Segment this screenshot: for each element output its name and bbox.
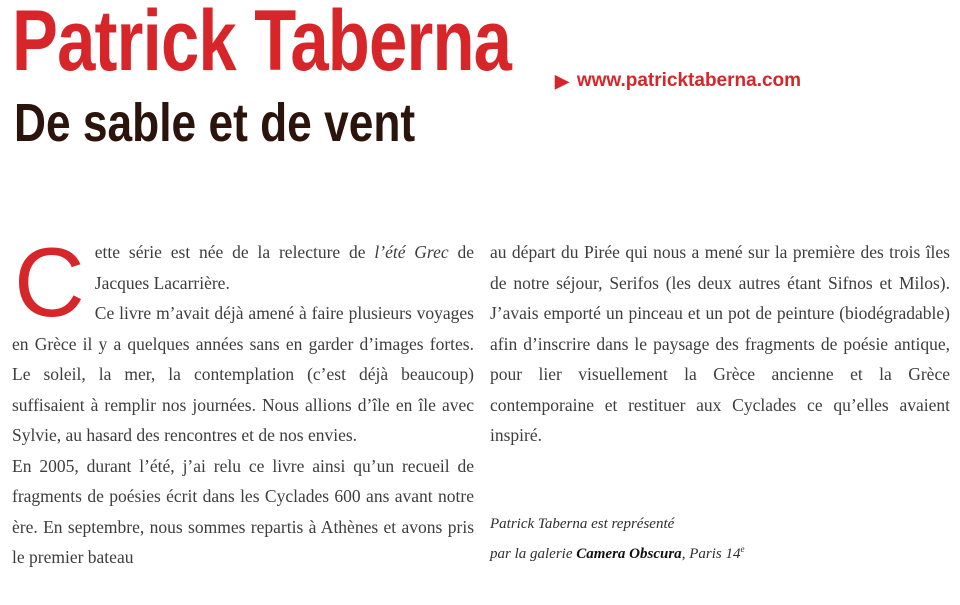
website-url: www.patricktaberna.com [576, 70, 802, 91]
website-link[interactable] [555, 70, 801, 92]
credit-location: , Paris 14 [681, 546, 741, 562]
paragraph-intro [12, 227, 474, 337]
gallery-name: Camera Obscura [576, 546, 682, 562]
intro-text: ette série est née de la relecture de [94, 242, 375, 262]
intro-tail: de Jacques Lacarrière. [94, 242, 474, 293]
paragraph-3: En 2005, durant l’été, j’ai relu ce livre ainsi qu’un recueil de fragments de poésies écrit dans les Cyclades 600 ans avant notre ère. En septembre, nous sommes repartis à Athènes et avons pris le premier bateau [12, 455, 474, 567]
text-column-left [12, 227, 474, 573]
credit-line-2 [490, 537, 744, 567]
page-subtitle: De sable et de vent [14, 93, 416, 153]
credit-sup: e [740, 544, 745, 554]
drop-cap: C [14, 227, 85, 337]
triangle-right-icon: ▶ [555, 71, 569, 91]
paragraph-4: au départ du Pirée qui nous a mené sur la première des trois îles de notre séjour, Serifos (les deux autres étant Sifnos et Milos). J’avais emporté un pinceau et un pot de peinture (biodégradable) afin d’inscrire dans le paysage des fragments de poésie antique, pour lier visuellement la Grèce ancienne et la Grèce contemporaine et restituer aux Cyclades ce qu’elles avaient inspiré. [490, 242, 950, 445]
gallery-credit [490, 512, 744, 567]
paragraph-2: Ce livre m’avait déjà amené à faire plusieurs voyages en Grèce il y a quelques années sans en garder d’images fortes. Le soleil, la mer, la contemplation (c’est déjà beaucoup) suffisaient à remplir nos journées. Nous allions d’île en île avec Sylvie, au hasard des rencontres et de nos envies. [12, 303, 474, 445]
credit-line-1: Patrick Taberna est représenté [490, 516, 675, 532]
text-column-right [490, 237, 950, 451]
credit-prefix: par la galerie [490, 546, 577, 562]
book-title: l’été Grec [374, 242, 449, 262]
page-title: Patrick Taberna [12, 0, 512, 89]
